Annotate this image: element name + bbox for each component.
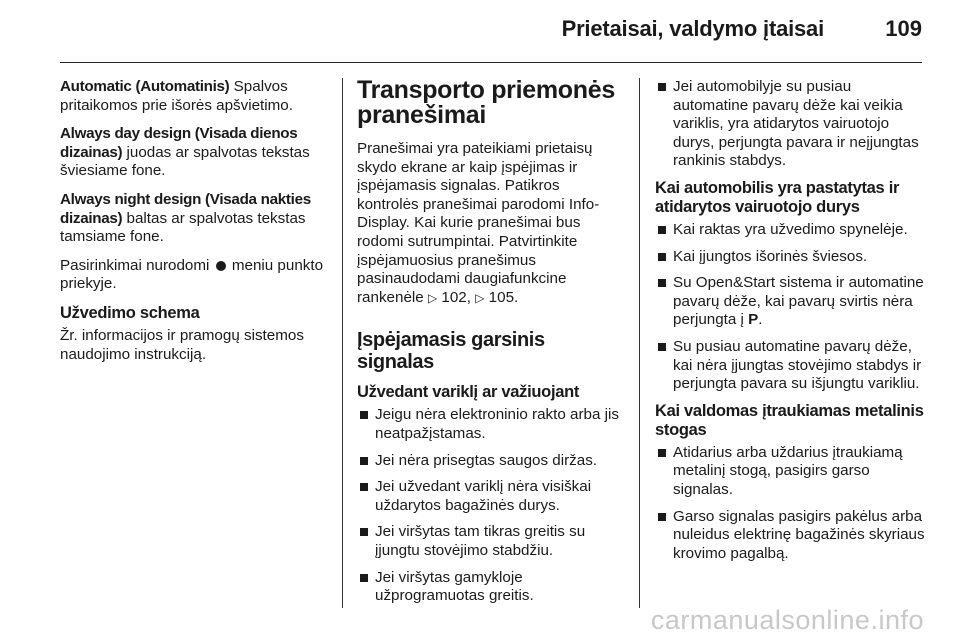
paragraph-day [60,125,328,181]
roof-heading: Kai valdomas įtraukiamas metalinis stogas [655,401,924,439]
page-ref-link[interactable]: 102 [441,288,467,306]
list-item: Jeigu nėra elektroninio rakto arba jis neatpažįstamas. [357,406,625,443]
term-night-design: Always night design (Visada nakties dizainas) [60,190,311,227]
watermark: carmanualsonline.info [650,605,924,635]
list-item: Jei nėra prisegtas saugos diržas. [357,452,625,471]
ref-separator: , [466,288,476,306]
openstart-end: . [758,311,763,329]
column-divider [639,78,640,608]
ignition-text: Žr. informacijos ir pramogų sistemos naudojimo instrukciją. [60,326,304,363]
roof-list [655,444,925,564]
marked-text-pre: Pasirinkimai nurodomi [60,256,214,274]
page-header [0,0,960,64]
paragraph-night [60,191,328,247]
intro-paragraph [357,140,625,307]
list-item [655,274,925,330]
intro-text: Pranešimai yra pateikiami prietaisų skydo ekrane ar kaip įspėjimas ir įspėjamasis signalas. Patikros kontrolės pranešimai parodomi Info-Display. Kai kurie pranešimai bus rodomi sutrumpintai. Patvirtinkite įspėjamuosius pranešimus pasinaudodami daugiafunkcine rankenėle [357,140,600,306]
park-position-label: P [748,311,759,329]
list-item: Garso signalas pasigirs pakėlus arba nuleidus elektrinę bagažinės skyriaus krovimo pagalbą. [655,508,925,564]
definition-day-design: juodas ar spalvotas tekstas šviesiame fone. [60,143,310,180]
column-right [655,78,925,571]
list-item: Jei viršytas gamykloje užprogramuotas greitis. [357,569,625,606]
page-number: 109 [885,16,922,41]
starting-driving-heading: Užvedant variklį ar važiuojant [357,383,580,402]
section-title: Transporto priemonės pranešimai [357,76,615,129]
page-ref-link[interactable]: 105 [488,288,515,306]
marked-text-post: meniu punkto priekyje. [60,256,324,293]
list-item: Jei užvedant variklį nėra visiškai uždarytos bagažinės durys. [357,478,625,515]
list-item: Jei automobilyje su pusiau automatine pavarų dėže kai veikia variklis, yra atidarytos vairuotojo durys, perjungta pavara ir neįjungtas rankinis stabdys. [655,78,925,171]
page-ref-icon: ▷ [427,290,438,305]
term-automatic: Automatic (Automatinis) [60,78,230,95]
column-left [60,78,328,374]
list-item: Atidarius arba uždarius įtraukiamą metalinį stogą, pasigirs garso signalas. [655,444,925,500]
starting-driving-list [357,406,625,605]
selection-dot-icon [216,261,226,271]
paragraph-marked [60,257,328,294]
definition-automatic: Spalvos pritaikomos prie išorės apšvietimo. [60,78,293,114]
definition-night-design: baltas ar spalvotas tekstas tamsiame fone. [60,209,306,246]
list-item: Kai raktas yra užvedimo spynelėje. [655,221,925,240]
ignition-heading: Užvedimo schema [60,303,200,322]
page-ref-icon: ▷ [475,290,485,305]
semi-auto-list [655,78,925,171]
paragraph-automatic [60,78,328,115]
list-item: Kai įjungtos išorinės šviesos. [655,248,925,267]
list-item: Su pusiau automatine pavarų dėže, kai nėra įjungtas stovėjimo stabdys ir perjungta pavara su išjungtu varikliu. [655,338,925,394]
parked-list [655,221,925,394]
header-divider [60,62,922,63]
list-item: Jei viršytas tam tikras greitis su įjungtu stovėjimo stabdžiu. [357,523,625,560]
warning-chime-heading: Įspėjamasis garsinis signalas [357,329,545,374]
parked-heading: Kai automobilis yra pastatytas ir atidarytos vairuotojo durys [655,178,900,216]
ref-end: . [514,288,519,306]
term-day-design: Always day design (Visada dienos dizainas) [60,125,298,161]
column-divider [342,78,343,608]
column-middle [357,78,625,614]
header-title: Prietaisai, valdymo įtaisai [561,16,824,41]
openstart-text: Su Open&Start sistema ir automatine pavarų dėže, kai pavarų svirtis nėra perjungta į [673,274,924,329]
